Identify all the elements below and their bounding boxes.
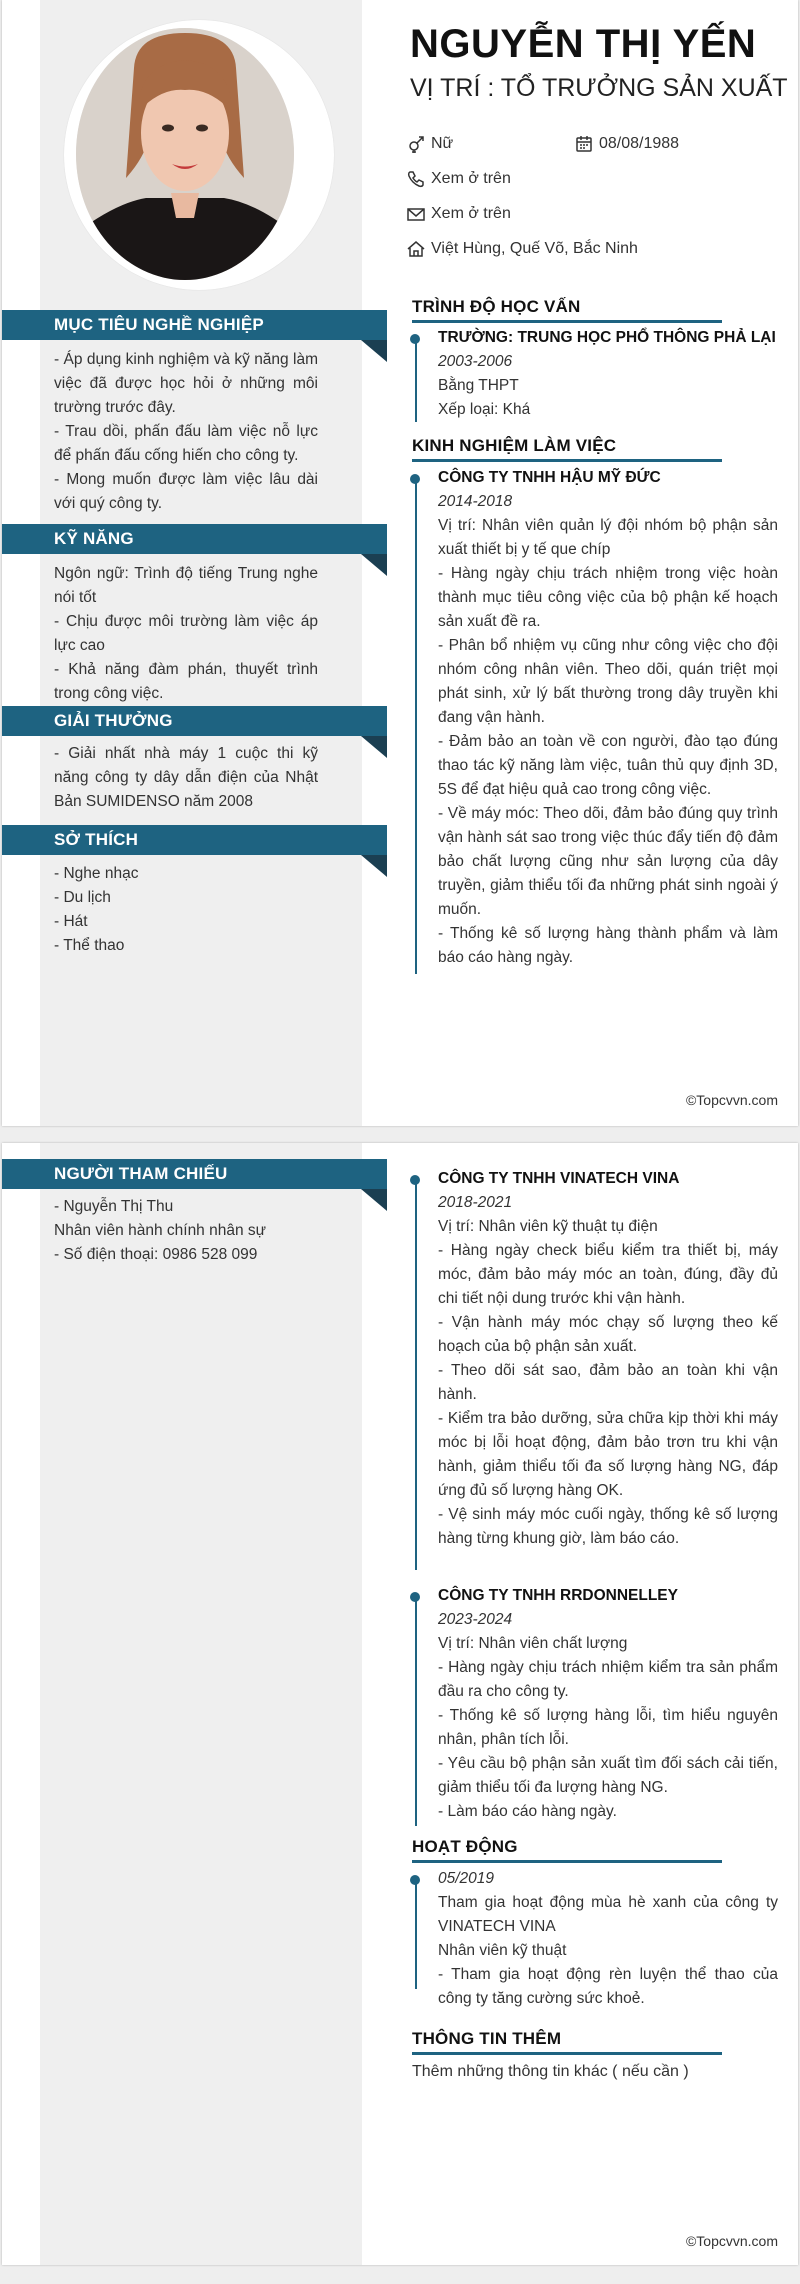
skills-text — [54, 562, 318, 706]
extra-info-section-title: THÔNG TIN THÊM — [412, 2029, 722, 2055]
timeline-dot — [410, 1592, 420, 1602]
objective-line: - Mong muốn được làm việc lâu dài với quý công ty. — [54, 471, 318, 512]
objective-line: - Trau dồi, phấn đấu làm việc nỗ lực để phấn đấu cống hiến cho công ty. — [54, 423, 318, 464]
job-line: - Hàng ngày chịu trách nhiệm trong việc hoàn thành mục tiêu công việc của bộ phận kế hoạch sản xuất đề ra. — [438, 565, 778, 630]
job-line: - Hàng ngày check biểu kiểm tra thiết bị, máy móc, đảm bảo máy móc an toàn, đúng, đầy đủ chi tiết nội dung trước khi vận hành. — [438, 1242, 778, 1307]
hobby-item: - Nghe nhạc — [54, 865, 139, 882]
job-line: Vị trí: Nhân viên kỹ thuật tụ điện — [438, 1218, 658, 1235]
activity-line: Nhân viên kỹ thuật — [438, 1942, 567, 1959]
company-name: CÔNG TY TNHH RRDONNELLEY — [438, 1587, 678, 1604]
education-line: Xếp loại: Khá — [438, 401, 531, 418]
experience-entry — [418, 1167, 778, 1570]
reference-line: - Nguyễn Thị Thu — [54, 1198, 174, 1215]
reference-line: Nhân viên hành chính nhân sự — [54, 1222, 267, 1239]
awards-text — [54, 742, 318, 814]
candidate-name: NGUYỄN THỊ YẾN — [410, 22, 757, 66]
company-name: CÔNG TY TNHH HẬU MỸ ĐỨC — [438, 469, 661, 486]
hobbies-ribbon-fold — [361, 855, 387, 877]
avatar — [76, 28, 294, 280]
job-line: - Hàng ngày chịu trách nhiệm kiểm tra sản phẩm đầu ra cho công ty. — [438, 1659, 778, 1700]
timeline-dot — [410, 1175, 420, 1185]
mail-icon — [406, 204, 426, 224]
job-line: - Đảm bảo an toàn về con người, đào tạo đúng thao tác kỹ năng làm việc, tuân thủ quy định 3D, 5S để đạt hiệu quả cao trong công việc. — [438, 733, 778, 798]
experience-entry — [418, 1584, 778, 1826]
hobbies-text — [54, 862, 318, 958]
phone-icon — [406, 169, 426, 189]
objective-ribbon-fold — [361, 340, 387, 362]
experience-section-title: KINH NGHIỆM LÀM VIỆC — [412, 436, 722, 462]
gender-icon — [406, 134, 426, 154]
education-entry — [418, 326, 778, 422]
email-value: Xem ở trên — [431, 205, 511, 222]
footer-credit: ©Topcvvn.com — [685, 1092, 778, 1108]
hobby-item: - Hát — [54, 913, 88, 930]
skills-line: - Chịu được môi trường làm việc áp lực cao — [54, 613, 318, 654]
job-line: Vị trí: Nhân viên quản lý đội nhóm bộ phận sản xuất thiết bị y tế que chíp — [438, 517, 778, 558]
job-line: - Vệ sinh máy móc cuối ngày, thống kê số lượng hàng từng khung giờ, làm báo cáo. — [438, 1506, 778, 1547]
education-line: Bằng THPT — [438, 377, 519, 394]
objective-section-title: MỤC TIÊU NGHỀ NGHIỆP — [2, 310, 387, 340]
phone-info — [406, 168, 511, 190]
experience-entry — [418, 466, 778, 974]
education-period: 2003-2006 — [438, 353, 513, 370]
job-line: - Vận hành máy móc chạy số lượng theo kế hoạch của bộ phận sản xuất. — [438, 1314, 778, 1355]
hobby-item: - Du lịch — [54, 889, 111, 906]
address-value: Việt Hùng, Quế Võ, Bắc Ninh — [431, 240, 638, 257]
education-section-title: TRÌNH ĐỘ HỌC VẤN — [412, 297, 722, 323]
activity-period: 05/2019 — [438, 1870, 495, 1887]
birthdate-info — [574, 133, 679, 155]
objective-line: - Áp dụng kinh nghiệm và kỹ năng làm việc đã được học hỏi ở những môi trường trước đây. — [54, 351, 318, 416]
timeline-dot — [410, 474, 420, 484]
sidebar-background — [40, 1143, 362, 2265]
job-line: - Phân bổ nhiệm vụ cũng như công việc cho đội nhóm công nhân viên. Theo dõi, quán triệt mọi phát sinh, xử lý bất thường trong dây truyền khi đang vận hành. — [438, 637, 778, 726]
skills-section-title: KỸ NĂNG — [2, 524, 387, 554]
phone-value: Xem ở trên — [431, 170, 511, 187]
job-period: 2018-2021 — [438, 1194, 513, 1211]
hobby-item: - Thể thao — [54, 937, 125, 954]
awards-ribbon-fold — [361, 736, 387, 758]
cv-page-1 — [2, 0, 798, 1126]
references-text — [54, 1195, 318, 1267]
timeline-dot — [410, 1875, 420, 1885]
job-period: 2023-2024 — [438, 1611, 513, 1628]
gender-value: Nữ — [431, 135, 454, 152]
skills-line: Ngôn ngữ: Trình độ tiếng Trung nghe nói tốt — [54, 565, 318, 606]
activity-line: - Tham gia hoạt động rèn luyện thể thao của công ty tăng cường sức khoẻ. — [438, 1966, 778, 2007]
job-line: - Kiểm tra bảo dưỡng, sửa chữa kịp thời khi máy móc bị lỗi hoạt động, đảm bảo trơn tru khi vận hành, giảm thiểu tối đa số lượng hàng NG, đáp ứng đủ số lượng hàng OK. — [438, 1410, 778, 1499]
job-line: - Về máy móc: Theo dõi, đảm bảo đúng quy trình vận hành sát sao trong việc thúc đẩy tiến độ đảm bảo chất lượng cũng như sản lượng của dây truyền, giảm thiểu tối đa những phát sinh ngoài ý muốn. — [438, 805, 778, 918]
awards-section-title: GIẢI THƯỞNG — [2, 706, 387, 736]
calendar-icon — [574, 134, 594, 154]
cv-page-2 — [2, 1143, 798, 2265]
references-section-title: NGƯỜI THAM CHIẾU — [2, 1159, 387, 1189]
hobbies-section-title: SỞ THÍCH — [2, 825, 387, 855]
objective-text — [54, 348, 318, 516]
timeline-dot — [410, 334, 420, 344]
birthdate-value: 08/08/1988 — [599, 135, 680, 152]
gender-info — [406, 133, 453, 155]
email-info — [406, 203, 511, 225]
candidate-position: VỊ TRÍ : TỔ TRƯỞNG SẢN XUẤT — [410, 74, 788, 102]
activity-line: Tham gia hoạt động mùa hè xanh của công ty VINATECH VINA — [438, 1894, 778, 1935]
references-ribbon-fold — [361, 1189, 387, 1211]
extra-info-text: Thêm những thông tin khác ( nếu cần ) — [412, 2063, 689, 2080]
job-line: - Thống kê số lượng hàng lỗi, tìm hiểu nguyên nhân, phân tích lỗi. — [438, 1707, 778, 1748]
job-line: - Thống kê số lượng hàng thành phẩm và làm báo cáo hàng ngày. — [438, 925, 778, 966]
home-icon — [406, 239, 426, 259]
job-line: - Làm báo cáo hàng ngày. — [438, 1803, 617, 1820]
footer-credit: ©Topcvvn.com — [685, 2233, 778, 2249]
job-line: - Yêu cầu bộ phận sản xuất tìm đối sách cải tiến, giảm thiểu tối đa lượng hàng NG. — [438, 1755, 778, 1796]
company-name: CÔNG TY TNHH VINATECH VINA — [438, 1170, 680, 1187]
skills-ribbon-fold — [361, 554, 387, 576]
awards-line: - Giải nhất nhà máy 1 cuộc thi kỹ năng công ty dây dẫn điện của Nhật Bản SUMIDENSO năm 2008 — [54, 745, 318, 810]
activity-entry — [418, 1867, 778, 2007]
job-line: Vị trí: Nhân viên chất lượng — [438, 1635, 628, 1652]
reference-line: - Số điện thoại: 0986 528 099 — [54, 1246, 258, 1263]
job-line: - Theo dõi sát sao, đảm bảo an toàn khi vận hành. — [438, 1362, 778, 1403]
job-period: 2014-2018 — [438, 493, 513, 510]
school-name: TRƯỜNG: TRUNG HỌC PHỔ THÔNG PHẢ LẠI — [438, 329, 776, 346]
activities-section-title: HOẠT ĐỘNG — [412, 1837, 722, 1863]
address-info — [406, 238, 638, 260]
skills-line: - Khả năng đàm phán, thuyết trình trong công việc. — [54, 661, 318, 702]
